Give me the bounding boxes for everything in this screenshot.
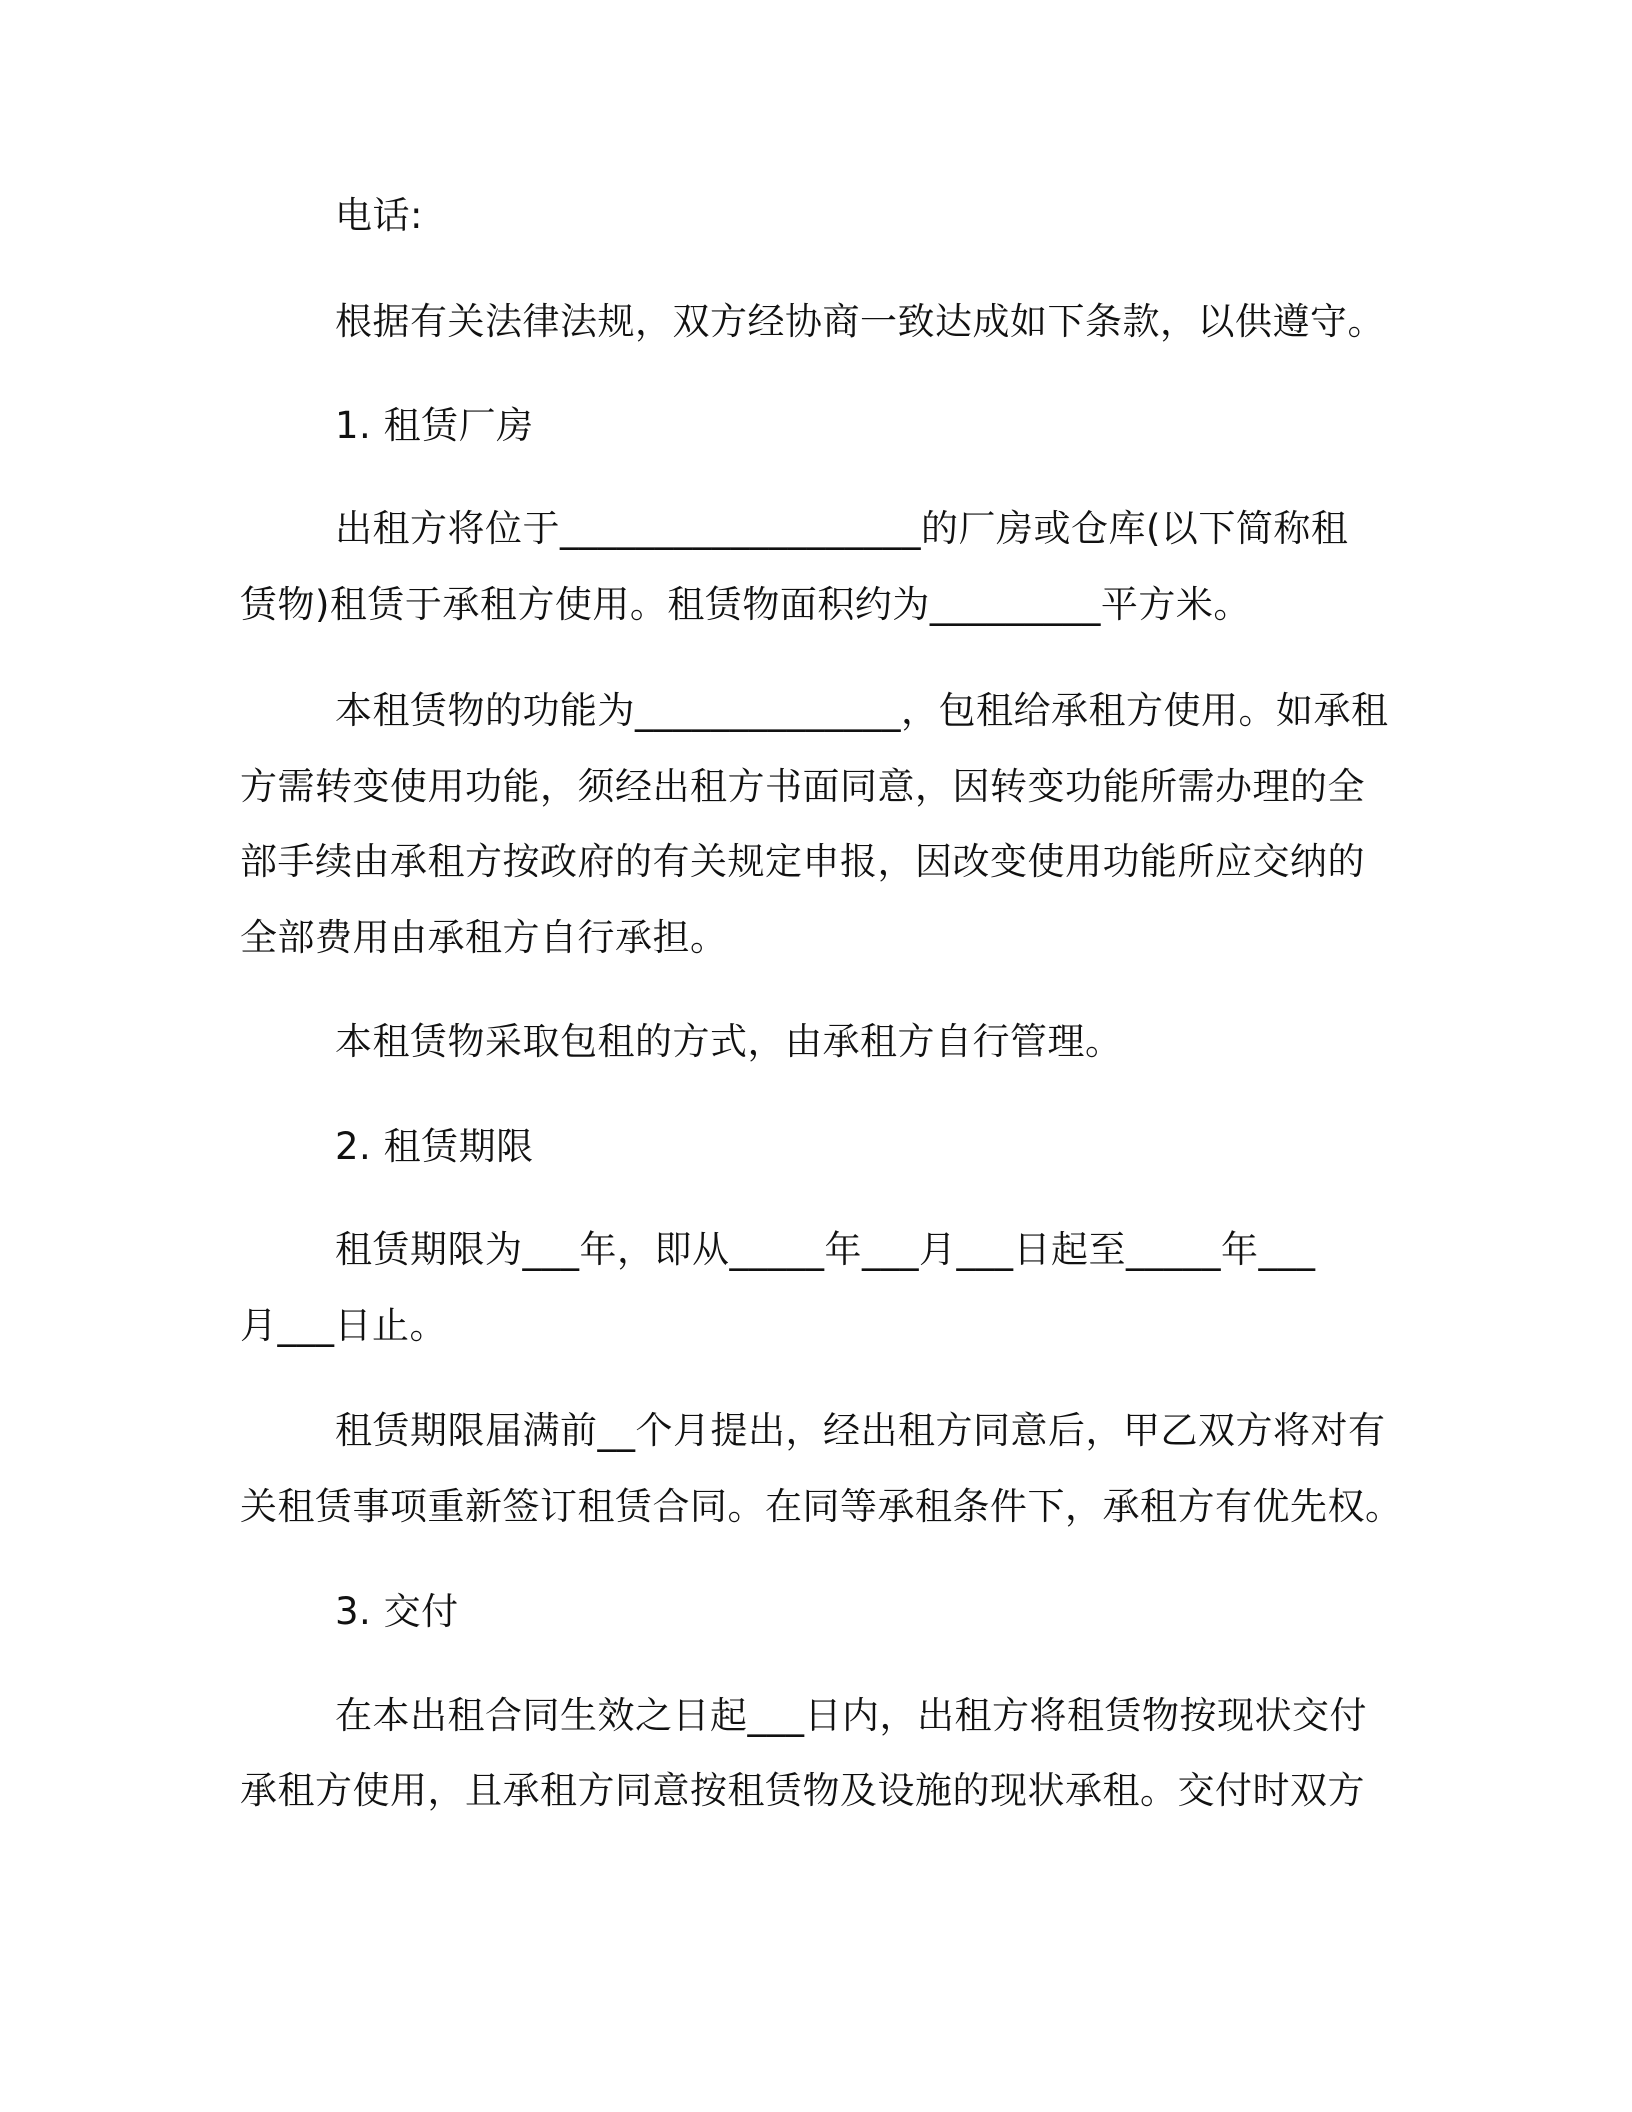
section-1-paragraph-3-line-1: 本租赁物采取包租的方式，由承租方自行管理。 bbox=[335, 1020, 1123, 1063]
section-1-paragraph-2-line-2: 方需转变使用功能，须经出租方书面同意，因转变功能所需办理的全 bbox=[240, 765, 1365, 808]
section-2-paragraph-2-line-1: 租赁期限届满前__个月提出，经出租方同意后，甲乙双方将对有 bbox=[335, 1409, 1386, 1452]
section-2-paragraph-2-line-2: 关租赁事项重新签订租赁合同。在同等承租条件下，承租方有优先权。 bbox=[240, 1485, 1403, 1528]
section-1-paragraph-1-line-1: 出租方将位于___________________的厂房或仓库(以下简称租 bbox=[335, 507, 1349, 550]
section-3-paragraph-1-line-2: 承租方使用，且承租方同意按租赁物及设施的现状承租。交付时双方 bbox=[240, 1769, 1365, 1812]
phone-label: 电话: bbox=[335, 194, 423, 237]
section-2-heading: 2. 租赁期限 bbox=[335, 1125, 534, 1168]
section-3-paragraph-1-line-1: 在本出租合同生效之日起___日内，出租方将租赁物按现状交付 bbox=[335, 1694, 1367, 1737]
section-1-paragraph-2-line-1: 本租赁物的功能为______________，包租给承租方使用。如承租 bbox=[335, 689, 1389, 732]
intro-paragraph: 根据有关法律法规，双方经协商一致达成如下条款，以供遵守。 bbox=[335, 300, 1385, 343]
section-2-paragraph-1-line-2: 月___日止。 bbox=[240, 1304, 447, 1347]
section-2-paragraph-1-line-1: 租赁期限为___年，即从_____年___月___日起至_____年___ bbox=[335, 1228, 1316, 1271]
section-1-heading: 1. 租赁厂房 bbox=[335, 404, 534, 447]
section-1-paragraph-1-line-2: 赁物)租赁于承租方使用。租赁物面积约为_________平方米。 bbox=[240, 583, 1251, 626]
section-1-paragraph-2-line-4: 全部费用由承租方自行承担。 bbox=[240, 916, 728, 959]
section-3-heading: 3. 交付 bbox=[335, 1590, 459, 1633]
section-1-paragraph-2-line-3: 部手续由承租方按政府的有关规定申报，因改变使用功能所应交纳的 bbox=[240, 840, 1365, 883]
